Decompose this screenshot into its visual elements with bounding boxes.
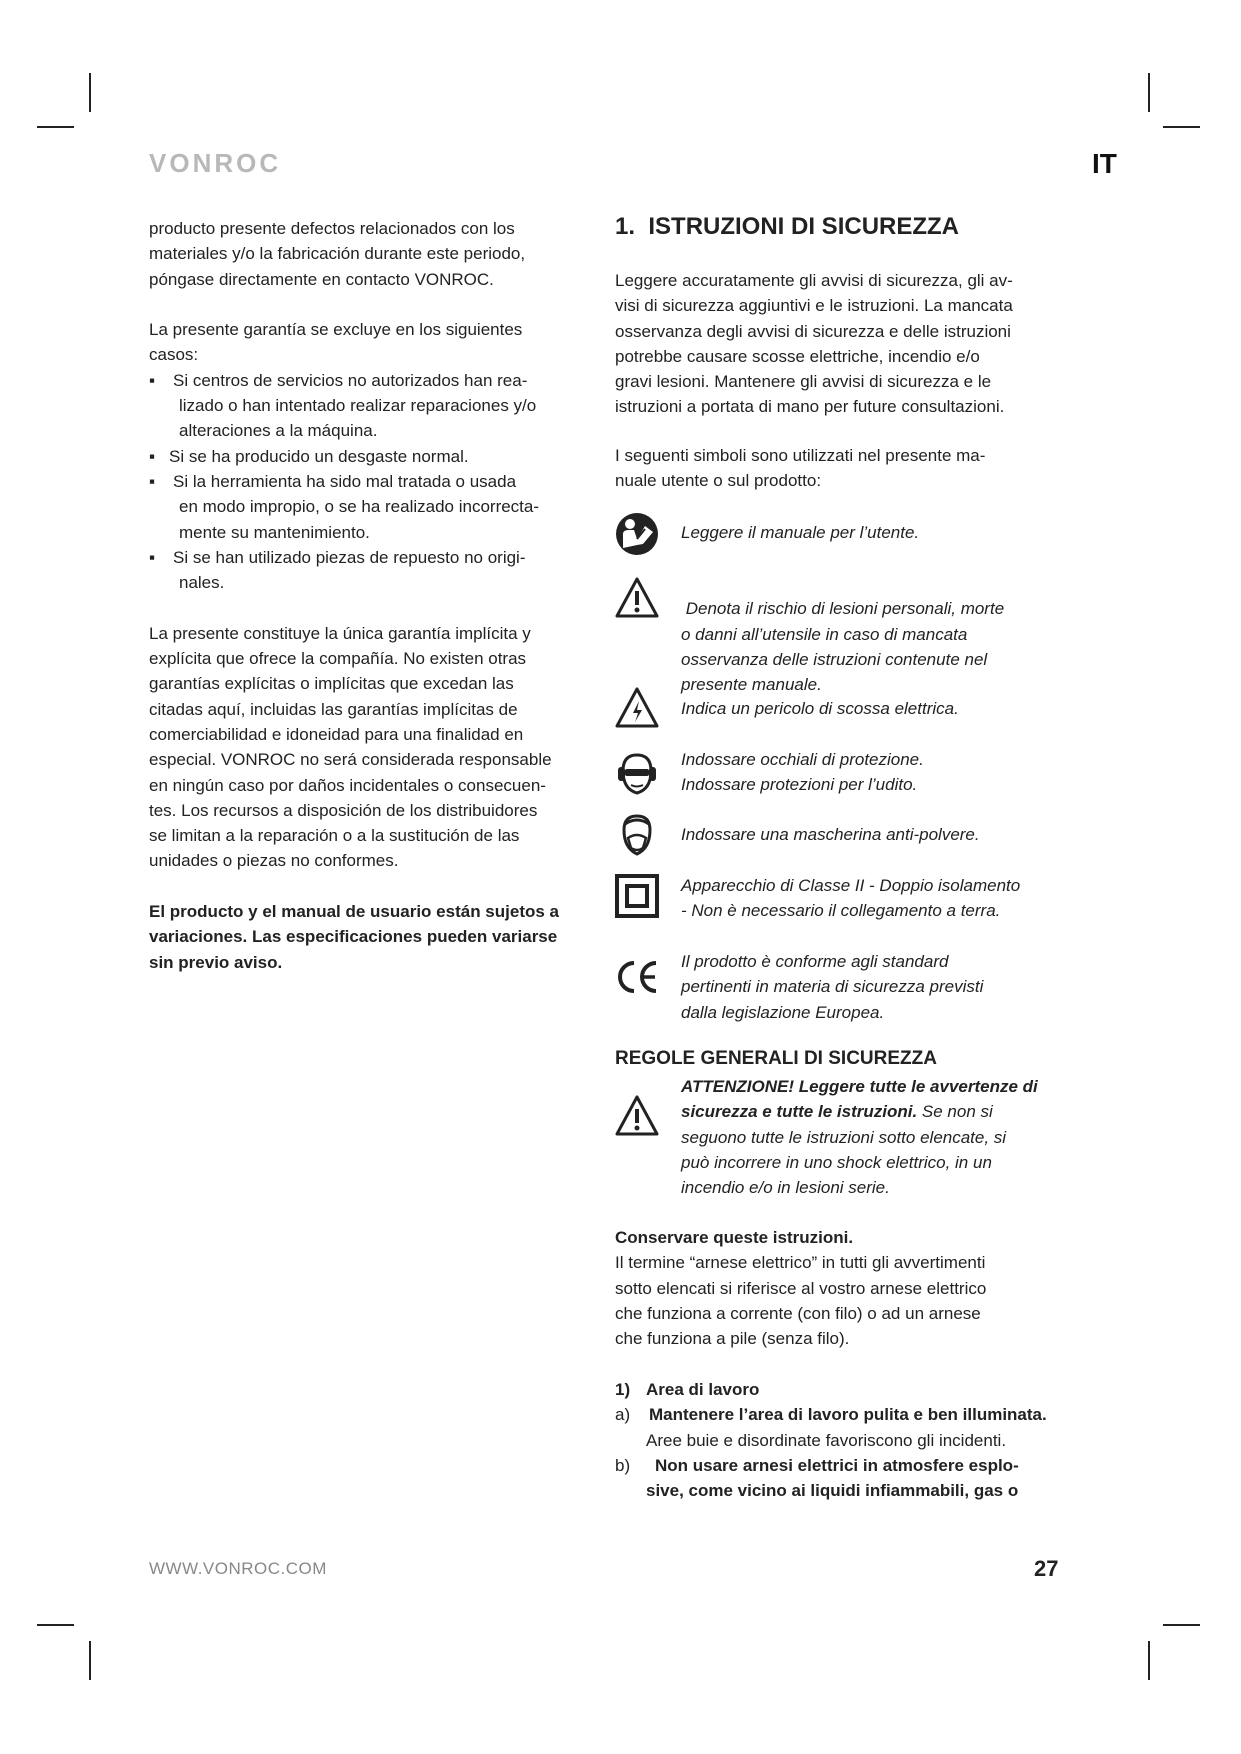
brand-logo: VONROC — [149, 148, 282, 178]
page-number: 27 — [1034, 1556, 1059, 1581]
symbol-description: Il prodotto è conforme agli standard pertinenti in materia di sicurezza previsti dalla legislazione Europea. — [681, 952, 984, 1022]
list-item: ▪ Si se han utilizado piezas de repuesto no origi- nales. — [149, 547, 526, 593]
symbol-description: Denota il rischio di lesioni personali, morte o danni all’utensile in caso di mancata osservanza delle istruzioni contenute nel presente manuale. — [681, 599, 1005, 695]
warning-icon — [615, 1094, 659, 1138]
attention-warning: ATTENZIONE! Leggere tutte le avvertenze di sicurezza e tutte le istruzioni. Se non si seguono tutte le istruzioni sotto elencate, si può incorrere in uno shock elettrico, in un incendio e/o in lesioni serie. — [681, 1077, 1038, 1198]
symbol-description: Indossare occhiali di protezione. Indossare protezioni per l’udito. — [681, 750, 924, 795]
crop-mark — [89, 1641, 91, 1680]
crop-mark — [1163, 1624, 1200, 1626]
general-rules-heading: REGOLE GENERALI DI SICUREZZA — [615, 1048, 937, 1069]
variation-notice: El producto y el manual de usuario están sujetos a variaciones. Las especificaciones pueden variarse sin previo aviso. — [149, 902, 559, 972]
dust-mask-icon — [615, 812, 659, 856]
ce-mark-icon — [615, 955, 659, 999]
left-column — [149, 216, 599, 975]
warning-icon — [615, 576, 659, 620]
symbols-intro: I seguenti simboli sono utilizzati nel presente ma- nuale utente o sul prodotto: — [615, 446, 986, 491]
class-ii-icon — [615, 874, 659, 918]
eye-ear-protection-icon — [615, 751, 659, 795]
section-title: 1. ISTRUZIONI DI SICUREZZA — [615, 213, 960, 240]
crop-mark — [1163, 126, 1200, 128]
crop-mark — [37, 126, 74, 128]
implied-warranty-paragraph: La presente constituye la única garantía implícita y explícita que ofrece la compañía. No existen otras garantías explícitas o implícitas que excedan las citadas aquí, incluidas las garantías implícitas de comerciabilidad e idoneidad para una finalidad en especial. VONROC no será considerada responsable en ningún caso por daños incidentales o consecuen- tes. Los recursos a disposición de los distribuidores se limitan a la reparación o a la sustitución de las unidades o piezas no conformes. — [149, 623, 552, 871]
symbol-description: Leggere il manuale per l’utente. — [681, 523, 920, 542]
list-item: ▪ Si la herramienta ha sido mal tratada o usada en modo impropio, o se ha realizado incorrecta- mente su mantenimiento. — [149, 471, 540, 542]
symbol-description: Apparecchio di Classe II - Doppio isolamento - Non è necessario il collegamento a terra. — [681, 876, 1021, 921]
safety-intro: Leggere accuratamente gli avvisi di sicurezza, gli av- visi di sicurezza aggiuntivi e le istruzioni. La mancata osservanza degli avvisi di sicurezza e delle istruzioni potrebbe causare scosse elettriche, incendio e/o gravi lesioni. Mantenere gli avvisi di sicurezza e le istruzioni a portata di mano per future consultazioni. — [615, 271, 1013, 417]
list-item: ▪ Si centros de servicios no autorizados han rea- lizado o han intentado realizar reparaciones y/o alteraciones a la máquina. — [149, 370, 537, 441]
crop-mark — [1148, 1641, 1150, 1680]
list-item: ▪ Si se ha producido un desgaste normal. — [149, 446, 469, 466]
keep-instructions: Conservare queste istruzioni. Il termine “arnese elettrico” in tutti gli avvertimenti sotto elencati si riferisce al vostro arnese elettrico che funziona a corrente (con filo) o ad un arnese che funziona a pile (senza filo). — [615, 1228, 987, 1349]
crop-mark — [37, 1624, 74, 1626]
work-area-section: 1) Area di lavoro a) Mantenere l’area di lavoro pulita e ben illuminata. Aree buie e disordinate favoriscono gli incidenti. b) Non usare arnesi elettrici in atmosfere esplo- sive, come vicino ai liquidi infiammabili, gas o — [615, 1380, 1047, 1501]
symbol-description: Indossare una mascherina anti-polvere. — [681, 825, 980, 844]
read-manual-icon — [615, 512, 659, 556]
crop-mark — [1148, 73, 1150, 112]
exclusions-intro: La presente garantía se excluye en los siguientes casos: — [149, 320, 523, 365]
symbol-description: Indica un pericolo di scossa elettrica. — [681, 699, 959, 718]
crop-mark — [89, 73, 91, 112]
electric-shock-icon — [615, 686, 659, 730]
footer-url: WWW.VONROC.COM — [149, 1559, 327, 1578]
warranty-paragraph: producto presente defectos relacionados con los materiales y/o la fabricación durante este periodo, póngase directamente en contacto VONROC. — [149, 219, 526, 289]
language-code: IT — [1092, 148, 1117, 179]
